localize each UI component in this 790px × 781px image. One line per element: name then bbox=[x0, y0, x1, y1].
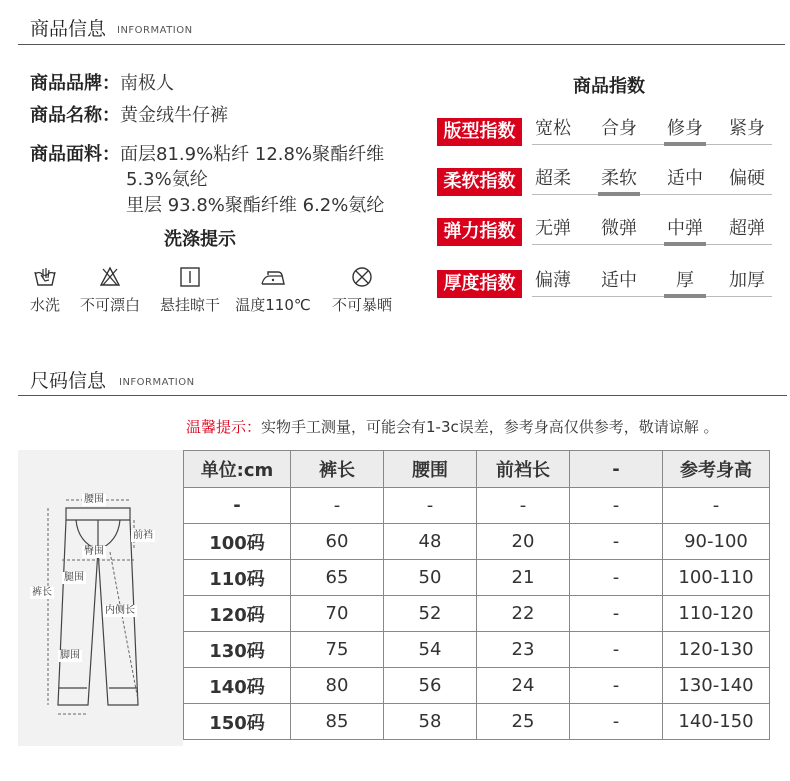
index-selected-marker bbox=[598, 192, 640, 196]
table-row bbox=[184, 524, 770, 560]
table-cell: 80 bbox=[291, 668, 384, 704]
table-row bbox=[184, 488, 770, 524]
fabric-value-2: 5.3%氨纶 bbox=[126, 169, 208, 190]
table-cell: 52 bbox=[384, 596, 477, 632]
table-cell: - bbox=[291, 488, 384, 524]
index-option: 柔软 bbox=[601, 168, 637, 189]
index-row-elasticity bbox=[437, 214, 772, 248]
diagram-label-thigh: 腿围 bbox=[64, 572, 84, 583]
table-cell: 22 bbox=[477, 596, 570, 632]
wash-item-no-sun-dry bbox=[322, 266, 402, 315]
size-table bbox=[183, 450, 770, 740]
table-cell: - bbox=[570, 704, 663, 740]
table-cell: 21 bbox=[477, 560, 570, 596]
index-row-fit bbox=[437, 114, 772, 148]
pants-diagram bbox=[18, 450, 183, 746]
index-label-elasticity: 弹力指数 bbox=[437, 218, 522, 246]
measurement-tip bbox=[186, 416, 719, 437]
table-cell: - bbox=[570, 632, 663, 668]
index-option: 适中 bbox=[667, 168, 703, 189]
size-section-divider bbox=[18, 395, 787, 396]
index-option: 紧身 bbox=[729, 118, 765, 139]
brand-label: 商品品牌： bbox=[30, 73, 120, 94]
wash-label-no-sun-dry: 不可暴晒 bbox=[331, 296, 392, 314]
table-cell: 50 bbox=[384, 560, 477, 596]
index-option: 微弹 bbox=[601, 218, 637, 239]
brand-value: 南极人 bbox=[120, 73, 174, 94]
index-scale-line bbox=[532, 144, 772, 145]
index-option: 中弹 bbox=[667, 218, 703, 239]
index-option: 修身 bbox=[667, 118, 703, 139]
table-row bbox=[184, 632, 770, 668]
table-cell: 130码 bbox=[184, 632, 291, 668]
wash-item-iron bbox=[232, 266, 314, 315]
fabric-label: 商品面料： bbox=[30, 144, 120, 165]
wash-label-hand-wash: 水洗 bbox=[29, 296, 60, 314]
tip-prefix: 温馨提示： bbox=[186, 418, 262, 436]
table-cell: - bbox=[477, 488, 570, 524]
index-option: 超柔 bbox=[535, 168, 571, 189]
table-cell: 90-100 bbox=[663, 524, 770, 560]
no-bleach-icon bbox=[99, 266, 121, 288]
table-cell: 65 bbox=[291, 560, 384, 596]
table-cell: 25 bbox=[477, 704, 570, 740]
table-cell: - bbox=[570, 488, 663, 524]
fabric-value-3: 里层 93.8%聚酯纤维 6.2%氨纶 bbox=[126, 195, 385, 216]
index-option: 偏薄 bbox=[535, 270, 571, 291]
fabric-value-1: 面层81.9%粘纤 12.8%聚酯纤维 bbox=[120, 144, 385, 165]
table-cell: 75 bbox=[291, 632, 384, 668]
wash-item-hang-dry bbox=[152, 266, 228, 315]
diagram-label-front-rise: 前裆 bbox=[133, 530, 153, 541]
wash-label-hang-dry: 悬挂晾干 bbox=[159, 296, 220, 314]
index-label-softness: 柔软指数 bbox=[437, 168, 522, 196]
table-cell: 48 bbox=[384, 524, 477, 560]
wash-item-no-bleach bbox=[72, 266, 148, 315]
index-scale-line bbox=[532, 296, 772, 297]
table-cell: 130-140 bbox=[663, 668, 770, 704]
table-row bbox=[184, 596, 770, 632]
size-table-header bbox=[184, 451, 770, 488]
table-cell: 20 bbox=[477, 524, 570, 560]
index-option: 适中 bbox=[601, 270, 637, 291]
index-option: 加厚 bbox=[729, 270, 765, 291]
table-cell: 140-150 bbox=[663, 704, 770, 740]
column-header: 参考身高 bbox=[663, 451, 770, 488]
index-option: 合身 bbox=[601, 118, 637, 139]
name-line bbox=[30, 104, 228, 128]
table-cell: - bbox=[663, 488, 770, 524]
table-cell: - bbox=[384, 488, 477, 524]
table-cell: 110-120 bbox=[663, 596, 770, 632]
column-header: 单位:cm bbox=[184, 451, 291, 488]
index-selected-marker bbox=[664, 142, 706, 146]
table-cell: 120码 bbox=[184, 596, 291, 632]
index-title: 商品指数 bbox=[573, 76, 645, 97]
wash-label-no-bleach: 不可漂白 bbox=[79, 296, 140, 314]
diagram-label-hem: 脚围 bbox=[60, 650, 80, 661]
table-cell: 60 bbox=[291, 524, 384, 560]
table-cell: 24 bbox=[477, 668, 570, 704]
index-option: 偏硬 bbox=[729, 168, 765, 189]
diagram-label-waist: 腰围 bbox=[84, 494, 104, 505]
product-section-title: 商品信息 bbox=[30, 18, 107, 40]
tip-text: 实物手工测量，可能会有1-3c误差，参考身高仅供参考，敬请谅解 。 bbox=[261, 418, 719, 436]
name-label: 商品名称： bbox=[30, 105, 120, 126]
index-option: 宽松 bbox=[535, 118, 571, 139]
table-cell: - bbox=[570, 668, 663, 704]
brand-line bbox=[30, 72, 174, 96]
table-cell: 140码 bbox=[184, 668, 291, 704]
index-selected-marker bbox=[664, 242, 706, 246]
column-header: 前裆长 bbox=[477, 451, 570, 488]
table-cell: 23 bbox=[477, 632, 570, 668]
index-option: 超弹 bbox=[729, 218, 765, 239]
table-cell: 110码 bbox=[184, 560, 291, 596]
index-label-thickness: 厚度指数 bbox=[437, 270, 522, 298]
no-sun-dry-icon bbox=[351, 266, 373, 288]
fabric-line bbox=[30, 143, 384, 167]
index-selected-marker bbox=[664, 294, 706, 298]
index-row-softness bbox=[437, 164, 772, 198]
product-section-divider bbox=[18, 44, 785, 45]
iron-icon bbox=[260, 266, 286, 288]
table-cell: 100码 bbox=[184, 524, 291, 560]
hand-wash-icon bbox=[33, 266, 57, 288]
table-row bbox=[184, 668, 770, 704]
table-cell: 58 bbox=[384, 704, 477, 740]
table-cell: 70 bbox=[291, 596, 384, 632]
index-row-thickness bbox=[437, 266, 772, 300]
column-header: 腰围 bbox=[384, 451, 477, 488]
table-cell: 54 bbox=[384, 632, 477, 668]
table-cell: - bbox=[570, 560, 663, 596]
size-section-title: 尺码信息 bbox=[30, 370, 107, 392]
table-cell: 100-110 bbox=[663, 560, 770, 596]
wash-item-hand-wash bbox=[22, 266, 68, 315]
index-scale-line bbox=[532, 244, 772, 245]
column-header: - bbox=[570, 451, 663, 488]
size-section-subtitle: INFORMATION bbox=[119, 377, 195, 388]
table-cell: 56 bbox=[384, 668, 477, 704]
index-label-fit: 版型指数 bbox=[437, 118, 522, 146]
index-option: 无弹 bbox=[535, 218, 571, 239]
index-scale-line bbox=[532, 194, 772, 195]
table-row bbox=[184, 704, 770, 740]
table-cell: - bbox=[570, 524, 663, 560]
table-cell: 85 bbox=[291, 704, 384, 740]
table-cell: - bbox=[184, 488, 291, 524]
table-cell: 120-130 bbox=[663, 632, 770, 668]
product-section-subtitle: INFORMATION bbox=[117, 25, 193, 36]
index-option: 厚 bbox=[676, 270, 694, 291]
wash-label-iron: 温度110℃ bbox=[235, 296, 311, 314]
column-header: 裤长 bbox=[291, 451, 384, 488]
name-value: 黄金绒牛仔裤 bbox=[120, 105, 228, 126]
table-row bbox=[184, 560, 770, 596]
diagram-label-inseam: 内侧长 bbox=[105, 605, 135, 616]
table-cell: 150码 bbox=[184, 704, 291, 740]
diagram-label-hip: 臀围 bbox=[84, 546, 104, 557]
wash-title: 洗涤提示 bbox=[164, 229, 236, 250]
diagram-label-length: 裤长 bbox=[32, 587, 52, 598]
hang-dry-icon bbox=[179, 266, 201, 288]
table-cell: - bbox=[570, 596, 663, 632]
